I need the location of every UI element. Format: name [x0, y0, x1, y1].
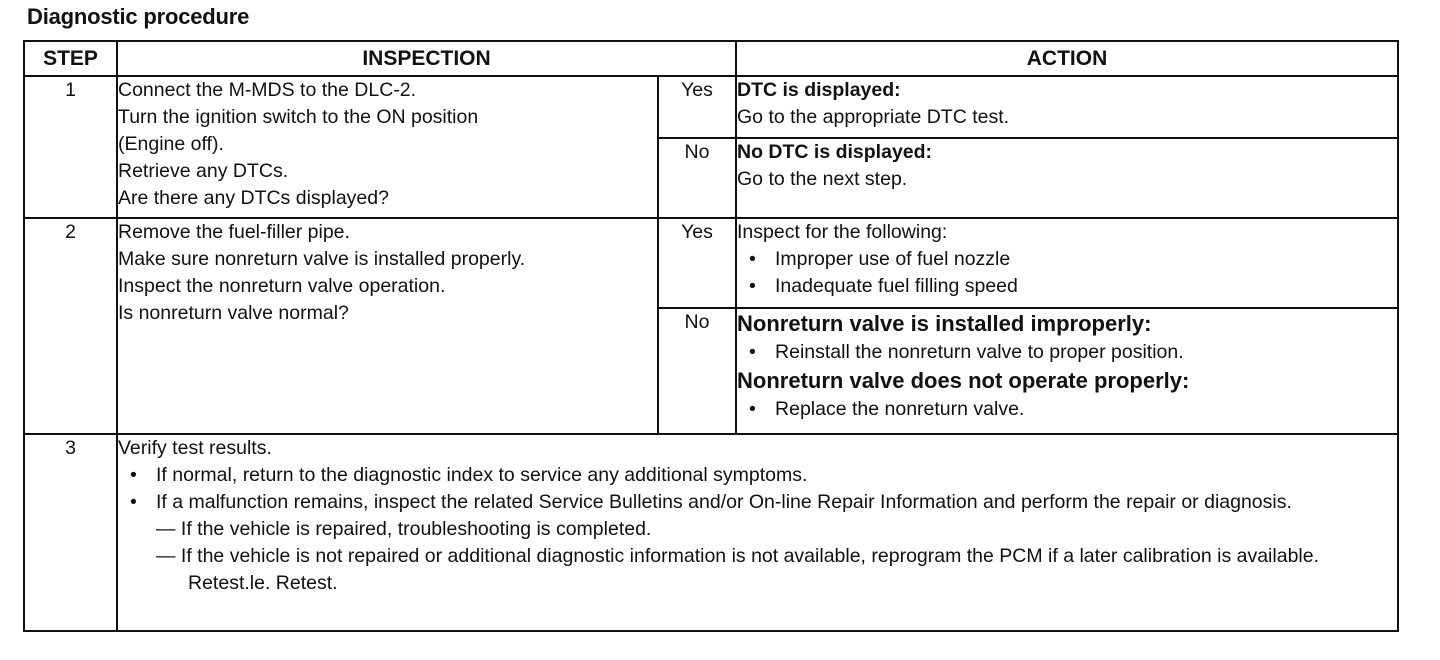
page-title: Diagnostic procedure [27, 4, 250, 29]
inspection-line: (Engine off). [118, 133, 224, 155]
inspection-line: Are there any DTCs displayed? [118, 187, 389, 209]
table-row [24, 434, 1398, 631]
inspection-line: Turn the ignition switch to the ON position [118, 106, 479, 128]
diagnostic-table [23, 40, 1399, 632]
action-bullet: • Reinstall the nonreturn valve to proper position. [737, 339, 1397, 366]
inspection-cell [117, 76, 658, 218]
action-cell [736, 138, 1398, 218]
action-cell [736, 76, 1398, 138]
inspection-dash-item: — If the vehicle is repaired, troubleshooting is completed. [156, 518, 652, 540]
inspection-line: Retrieve any DTCs. [118, 160, 289, 182]
action-heading: No DTC is displayed: [737, 141, 933, 163]
yes-label: Yes [658, 76, 736, 138]
inspection-bullet: • If normal, return to the diagnostic index to service any additional symptoms. [118, 462, 1397, 489]
action-bullet: • Improper use of fuel nozzle [737, 246, 1397, 273]
inspection-cell [117, 218, 658, 434]
inspection-line: Inspect the nonreturn valve operation. [118, 275, 446, 297]
header-action: ACTION [736, 41, 1398, 76]
header-row [24, 41, 1398, 76]
header-step: STEP [24, 41, 117, 76]
inspection-line: Connect the M-MDS to the DLC-2. [118, 79, 417, 101]
action-heading: Nonreturn valve is installed improperly: [737, 311, 1152, 336]
action-text: Go to the appropriate DTC test. [737, 106, 1010, 128]
inspection-line: Remove the fuel-filler pipe. [118, 221, 350, 243]
action-cell [736, 308, 1398, 434]
inspection-cell [117, 434, 1398, 631]
table-row [24, 76, 1398, 138]
action-heading: Nonreturn valve does not operate properly: [737, 368, 1190, 393]
inspection-line: Make sure nonreturn valve is installed properly. [118, 248, 526, 270]
yes-label: Yes [658, 218, 736, 308]
header-inspection: INSPECTION [117, 41, 736, 76]
step-number: 1 [24, 76, 117, 218]
action-bullet: • Replace the nonreturn valve. [737, 396, 1397, 423]
action-cell [736, 218, 1398, 308]
table-row [24, 218, 1398, 308]
inspection-dash-item: — If the vehicle is not repaired or additional diagnostic information is not available, reprogram the PCM if a later calibration is available. Retest.le. Retest. [156, 545, 1320, 594]
action-text: Go to the next step. [737, 168, 908, 190]
action-bullet: • Inadequate fuel filling speed [737, 273, 1397, 300]
inspection-bullet: • If a malfunction remains, inspect the related Service Bulletins and/or On-line Repair Information and perform the repair or diagnosis. [118, 489, 1397, 516]
no-label: No [658, 138, 736, 218]
action-text: Inspect for the following: [737, 221, 948, 243]
inspection-line: Verify test results. [118, 437, 272, 459]
step-number: 2 [24, 218, 117, 434]
step-number: 3 [24, 434, 117, 631]
no-label: No [658, 308, 736, 434]
inspection-line: Is nonreturn valve normal? [118, 302, 349, 324]
action-heading: DTC is displayed: [737, 79, 901, 101]
